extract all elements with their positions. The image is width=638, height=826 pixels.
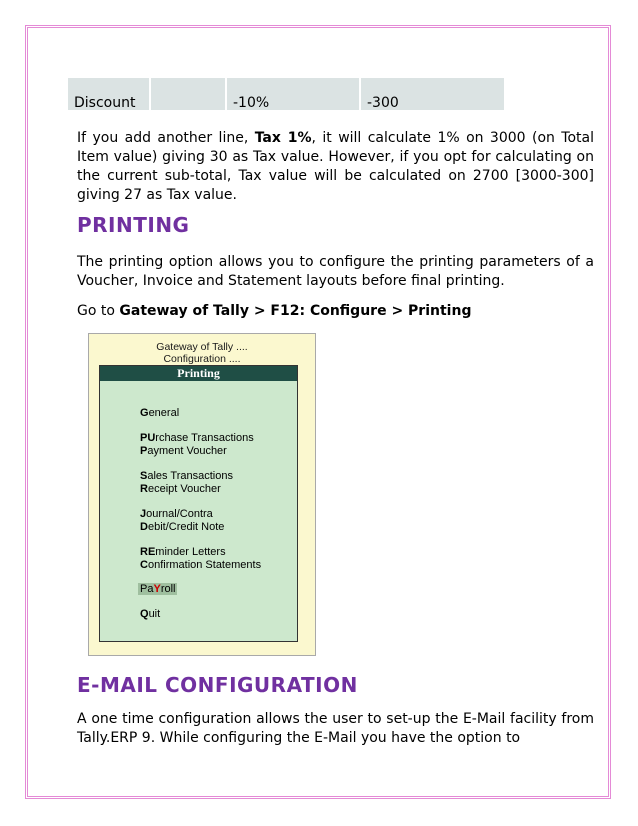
menu-item-rest: ebit/Credit Note [147, 521, 225, 533]
text-run: Go to [77, 303, 120, 319]
navigation-path-paragraph [77, 302, 594, 321]
hotkey: D [140, 521, 148, 533]
menu-item-journal-contra[interactable] [140, 508, 213, 520]
tax-explanation-paragraph [77, 129, 594, 205]
email-intro-paragraph: A one time configuration allows the user to set-up the E-Mail facility from Tally.ERP 9. While configuring the E-Mail you have the option to [77, 711, 594, 746]
menu-item-debit-credit-note[interactable] [140, 521, 224, 533]
heading-email-configuration: E-MAIL CONFIGURATION [77, 673, 358, 697]
tally-printing-screenshot [88, 333, 316, 656]
menu-item-rest: eceipt Voucher [147, 483, 221, 495]
table-cell-empty [151, 78, 227, 110]
text-run: , it will calculate 1% on 3000 (on Total Item value) giving 30 as Tax value. However, if you opt for calculating on the current sub-total, Tax value will be calculated on 2700 [3000-300] giving 27 as Tax value. [77, 130, 594, 203]
hotkey: R [140, 483, 148, 495]
menu-item-rest: eneral [148, 407, 180, 419]
menu-item-payment-voucher[interactable] [140, 445, 227, 457]
hotkey: C [140, 559, 148, 571]
discount-table-row [68, 78, 504, 110]
table-cell-label: Discount [68, 78, 151, 110]
menu-item-sales-transactions[interactable] [140, 470, 233, 482]
hotkey: Q [140, 608, 149, 620]
menu-item-purchase-transactions[interactable] [140, 432, 254, 444]
menu-item-rest: roll [160, 583, 176, 595]
hotkey: P [140, 445, 148, 457]
menu-title: Printing [100, 366, 297, 381]
bold-text: Tax 1% [254, 130, 312, 146]
table-cell-amount: -300 [361, 78, 504, 110]
menu-item-rest: uit [148, 608, 161, 620]
menu-item-quit[interactable] [140, 608, 160, 620]
heading-printing: PRINTING [77, 213, 190, 237]
menu-item-rest: ournal/Contra [146, 508, 213, 520]
text-run: If you add another line, [77, 130, 255, 146]
menu-item-confirmation-statements[interactable] [140, 559, 261, 571]
menu-item-rest: minder Letters [155, 546, 226, 558]
menu-item-reminder-letters[interactable] [140, 546, 226, 558]
printing-intro-paragraph: The printing option allows you to configure the printing parameters of a Voucher, Invoice and Statement layouts before final printing. [77, 254, 594, 289]
menu-item-payroll[interactable] [138, 583, 177, 595]
hotkey: RE [140, 546, 156, 558]
menu-item-rest: rchase Transactions [155, 432, 254, 444]
table-cell-rate: -10% [227, 78, 361, 110]
gateway-label: Gateway of Tally .... [156, 341, 248, 353]
configuration-label: Configuration .... [163, 353, 241, 365]
menu-item-prefix: Pa [140, 583, 154, 595]
printing-menu [99, 365, 298, 642]
hotkey: PU [140, 432, 156, 444]
menu-path: Gateway of Tally > F12: Configure > Printing [119, 303, 472, 319]
hotkey: G [140, 407, 149, 419]
hotkey: J [140, 508, 147, 520]
menu-item-rest: ayment Voucher [147, 445, 227, 457]
menu-item-rest: onfirmation Statements [147, 559, 262, 571]
hotkey: Y [153, 583, 161, 595]
hotkey: S [140, 470, 148, 482]
menu-item-rest: ales Transactions [147, 470, 233, 482]
menu-item-receipt-voucher[interactable] [140, 483, 221, 495]
menu-item-general[interactable] [140, 407, 179, 419]
